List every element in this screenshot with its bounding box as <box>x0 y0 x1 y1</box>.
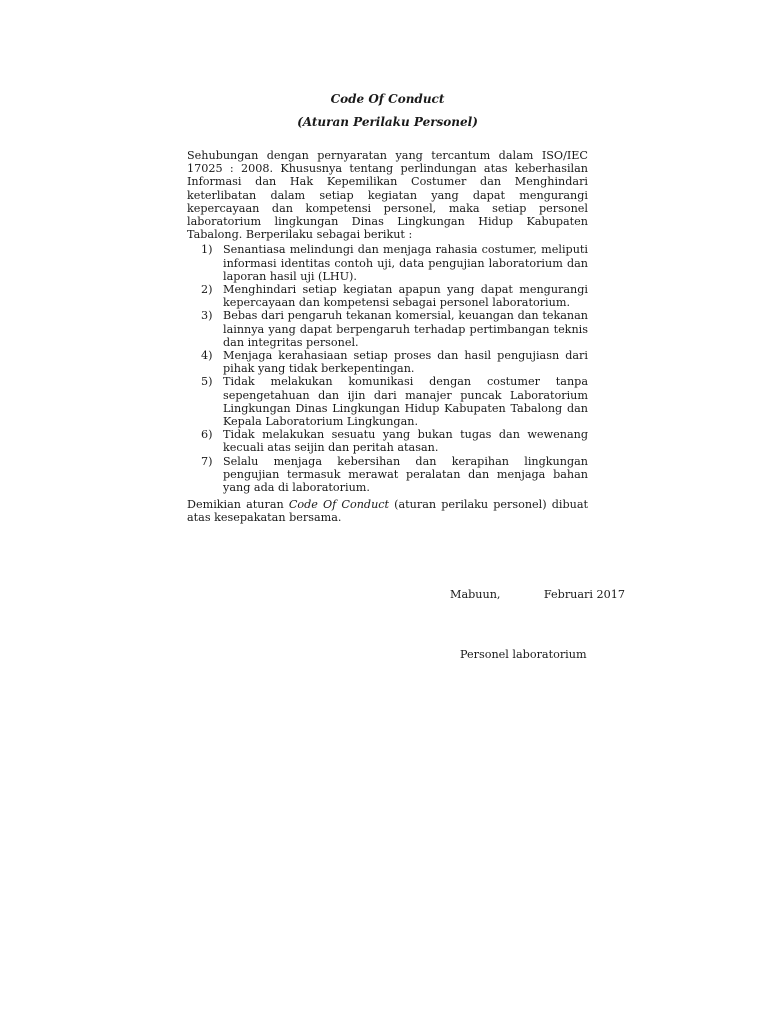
closing-prefix: Demikian aturan <box>187 498 284 512</box>
rule-text: Menjaga kerahasiaan setiap proses dan hasil pengujiasn dari pihak yang tidak berkepentingan. <box>223 349 588 376</box>
rule-number: 1) <box>201 243 213 257</box>
document-body <box>187 92 588 525</box>
rule-number: 2) <box>201 283 213 297</box>
rule-item <box>187 243 588 283</box>
rule-text: Selalu menjaga kebersihan dan kerapihan lingkungan pengujian termasuk merawat peralatan dan menjaga bahan yang ada di laboratorium. <box>223 454 588 495</box>
rule-item <box>187 309 588 349</box>
closing-emphasis: Code Of Conduct <box>288 498 390 512</box>
intro-paragraph: Sehubungan dengan pernyaratan yang tercantum dalam ISO/IEC 17025 : 2008. Khususnya tentang perlindungan atas keberhasilan Informasi dan Hak Kepemilikan Costumer dan Menghindari keterlibatan dalam setiap kegiatan yang dapat mengurangi kepercayaan dan kompetensi personel, maka setiap personel laboratorium lingkungan Dinas Lingkungan Hidup Kabupaten Tabalong. Berperilaku sebagai berikut : <box>187 149 588 242</box>
rule-text: Tidak melakukan komunikasi dengan costumer tanpa sepengetahuan dan ijin dari manajer puncak Laboratorium Lingkungan Dinas Lingkungan Hidup Kabupaten Tabalong dan Kepala Laboratorium Lingkungan. <box>223 375 588 429</box>
rule-item <box>187 428 588 454</box>
place: Mabuun, <box>450 588 501 601</box>
document-title: Code Of Conduct <box>330 92 445 106</box>
rule-text: Bebas dari pengaruh tekanan komersial, keuangan dan tekanan lainnya yang dapat berpengaruh terhadap pertimbangan teknis dan integritas personel. <box>223 309 588 349</box>
rule-number: 5) <box>201 375 213 389</box>
place-date-line <box>450 588 625 602</box>
rule-item <box>187 375 588 428</box>
rule-text: Tidak melakukan sesuatu yang bukan tugas dan wewenang kecuali atas seijin dan peritah atasan. <box>223 428 588 455</box>
rule-text: Senantiasa melindungi dan menjaga rahasia costumer, meliputi informasi identitas contoh uji, data pengujian laboratorium dan laporan hasil uji (LHU). <box>223 243 588 283</box>
rule-number: 7) <box>201 454 213 468</box>
rule-item <box>187 283 588 309</box>
rule-number: 3) <box>201 309 213 323</box>
document-subtitle: (Aturan Perilaku Personel) <box>297 115 478 129</box>
rule-number: 4) <box>201 349 213 363</box>
rule-item <box>187 349 588 375</box>
rule-number: 6) <box>201 428 213 442</box>
signatory-role: Personel laboratorium <box>460 648 587 661</box>
closing-paragraph <box>187 498 588 524</box>
rule-item <box>187 455 588 495</box>
rule-text: Menghindari setiap kegiatan apapun yang dapat mengurangi kepercayaan dan kompetensi sebagai personel laboratorium. <box>223 283 588 310</box>
rules-list <box>187 243 588 494</box>
closing-suffix: (aturan perilaku personel) dibuat atas kesepakatan bersama. <box>187 498 588 525</box>
date: Februari 2017 <box>543 588 625 601</box>
